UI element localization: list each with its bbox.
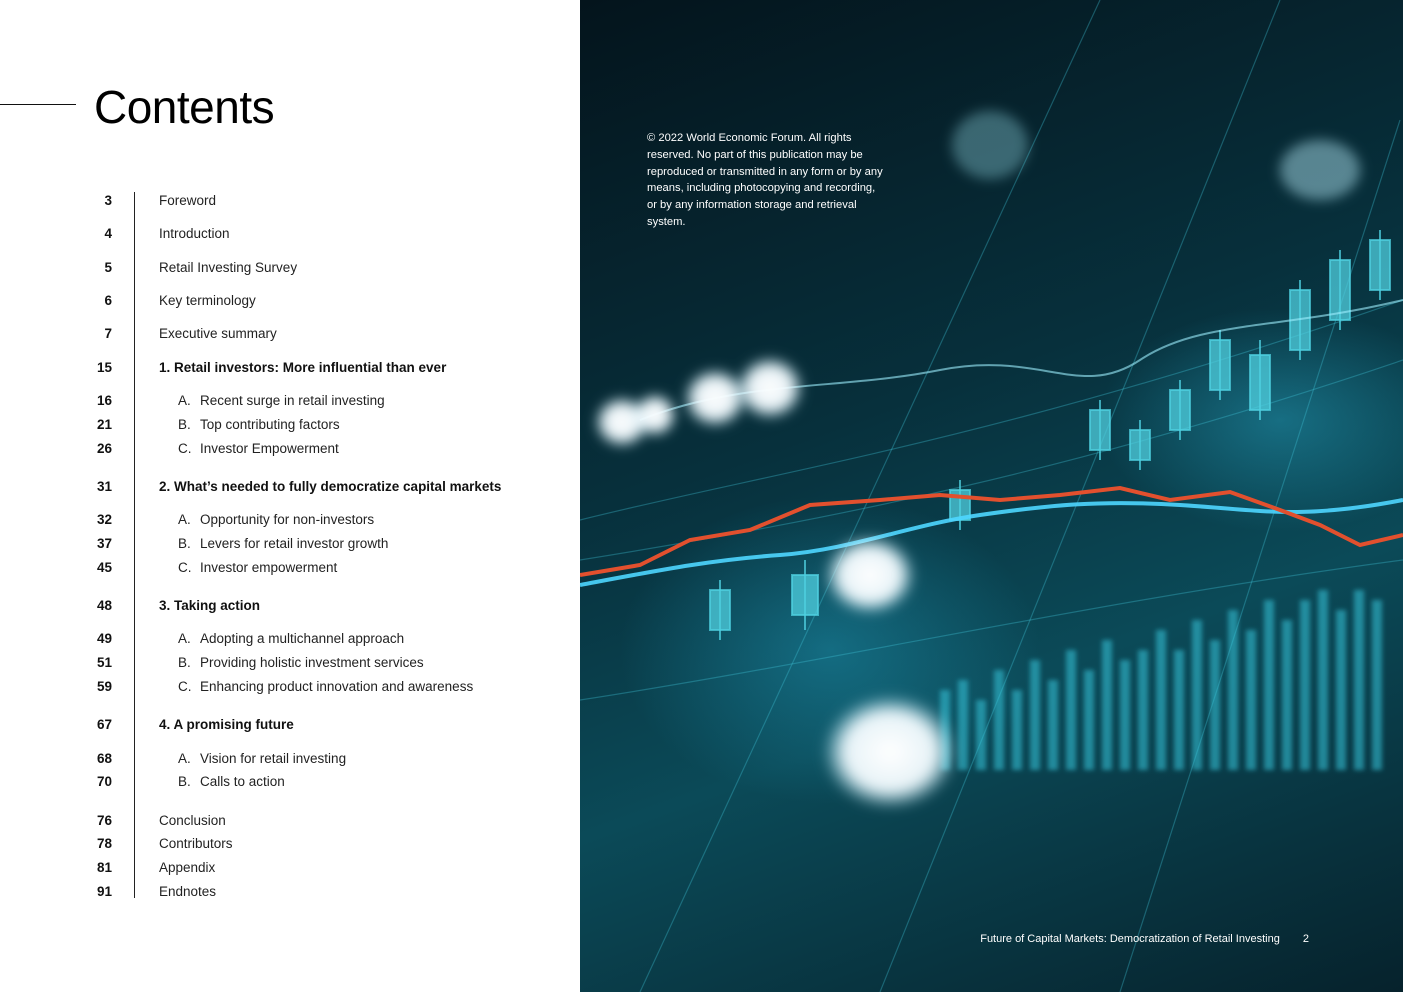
toc-entry[interactable] [0, 258, 580, 278]
toc-subentry[interactable] [0, 653, 580, 673]
toc-page-number: 51 [96, 655, 112, 670]
toc-letter: B. [178, 417, 191, 432]
toc-label: Appendix [159, 860, 216, 875]
copyright-notice: © 2022 World Economic Forum. All rights reserved. No part of this publication may be reproduced or transmitted in any form or by any means, including photocopying and recording, or by any information storage and retrieval system. [647, 132, 883, 228]
toc-entry[interactable] [0, 324, 580, 344]
toc-entry[interactable] [0, 191, 580, 211]
toc-entry[interactable] [0, 291, 580, 311]
toc-page-number: 67 [96, 717, 112, 732]
toc-section[interactable] [0, 596, 580, 616]
toc-label: Levers for retail investor growth [200, 536, 389, 551]
toc-letter: A. [178, 751, 191, 766]
toc-label: Recent surge in retail investing [200, 393, 385, 408]
toc-letter: B. [178, 655, 191, 670]
title-rule [0, 104, 76, 105]
toc-entry[interactable] [0, 858, 580, 878]
toc-page-number: 31 [96, 479, 112, 494]
toc-entry[interactable] [0, 224, 580, 244]
toc-letter: A. [178, 512, 191, 527]
toc-subentry[interactable] [0, 677, 580, 697]
toc-label: Enhancing product innovation and awareness [200, 679, 474, 694]
toc-page-number: 4 [104, 226, 112, 241]
toc-label: Contributors [159, 836, 233, 851]
toc-page-number: 37 [96, 536, 112, 551]
toc-page-number: 5 [104, 260, 112, 275]
toc-page-number: 81 [96, 860, 112, 875]
toc-entry[interactable] [0, 882, 580, 902]
toc-subentry[interactable] [0, 749, 580, 769]
toc-label: Introduction [159, 226, 230, 241]
toc-page-number: 76 [96, 813, 112, 828]
toc-subentry[interactable] [0, 534, 580, 554]
toc-page-number: 48 [96, 598, 112, 613]
toc-label: 2. What’s needed to fully democratize capital markets [159, 479, 502, 494]
contents-panel [0, 0, 580, 992]
toc-label: 4. A promising future [159, 717, 294, 732]
toc-label: 1. Retail investors: More influential than ever [159, 360, 447, 375]
toc-subentry[interactable] [0, 439, 580, 459]
toc-letter: C. [178, 560, 192, 575]
toc-page-number: 45 [96, 560, 112, 575]
toc-page-number: 32 [96, 512, 112, 527]
toc-page-number: 7 [104, 326, 112, 341]
toc-letter: C. [178, 441, 192, 456]
toc-subentry[interactable] [0, 415, 580, 435]
toc-label: 3. Taking action [159, 598, 261, 613]
page-number: 2 [1302, 933, 1309, 945]
toc-page-number: 21 [96, 417, 112, 432]
publication-title: Future of Capital Markets: [980, 933, 1107, 945]
toc-label: Foreword [159, 193, 217, 208]
toc-page-number: 6 [104, 293, 112, 308]
toc-page-number: 16 [96, 393, 112, 408]
toc-letter: B. [178, 536, 191, 551]
toc-letter: A. [178, 631, 191, 646]
toc-section[interactable] [0, 715, 580, 735]
toc-label: Executive summary [159, 326, 277, 341]
toc-subentry[interactable] [0, 391, 580, 411]
page-footer [980, 933, 1309, 945]
publication-subtitle: Democratization of Retail Investing [1109, 933, 1280, 945]
page-title: Contents [94, 81, 275, 133]
toc-label: Vision for retail investing [200, 751, 347, 766]
toc-letter: C. [178, 679, 192, 694]
toc-section[interactable] [0, 358, 580, 378]
toc-label: Top contributing factors [200, 417, 340, 432]
cover-image-panel [580, 0, 1403, 992]
toc-page-number: 3 [104, 193, 112, 208]
toc-label: Endnotes [159, 884, 217, 899]
toc-page-number: 70 [96, 774, 112, 789]
toc-label: Providing holistic investment services [200, 655, 424, 670]
toc-subentry[interactable] [0, 558, 580, 578]
toc-label: Key terminology [159, 293, 256, 308]
toc-letter: A. [178, 393, 191, 408]
toc-label: Calls to action [200, 774, 285, 789]
toc-page-number: 68 [96, 751, 112, 766]
toc-entry[interactable] [0, 834, 580, 854]
toc-page-number: 26 [96, 441, 112, 456]
toc-subentry[interactable] [0, 629, 580, 649]
toc-page-number: 49 [96, 631, 112, 646]
toc-label: Investor empowerment [200, 560, 338, 575]
toc-page-number: 91 [96, 884, 112, 899]
toc-page-number: 15 [96, 360, 112, 375]
toc-subentry[interactable] [0, 772, 580, 792]
toc-page-number: 78 [96, 836, 112, 851]
toc-label: Retail Investing Survey [159, 260, 298, 275]
toc-label: Opportunity for non-investors [200, 512, 375, 527]
toc-label: Adopting a multichannel approach [200, 631, 405, 646]
toc-page-number: 59 [96, 679, 112, 694]
toc-label: Conclusion [159, 813, 226, 828]
toc-label: Investor Empowerment [200, 441, 339, 456]
toc-section[interactable] [0, 477, 580, 497]
toc-letter: B. [178, 774, 191, 789]
toc-entry[interactable] [0, 811, 580, 831]
toc-subentry[interactable] [0, 510, 580, 530]
